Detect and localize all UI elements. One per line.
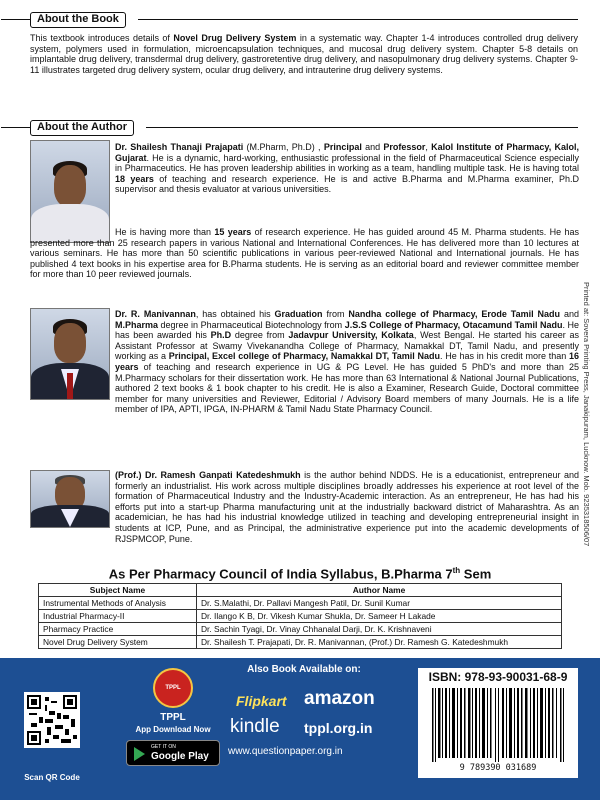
publisher-logo: TPPL: [153, 668, 193, 708]
syllabus-table: [38, 583, 562, 649]
syllabus-title: As Per Pharmacy Council of India Syllabus, B.Pharma 7th Sem: [108, 566, 492, 582]
tie: [67, 373, 73, 399]
barcode-icon: [426, 688, 570, 762]
author-bio-prajapati-c: He is having more than 15 years of research experience. He has guided around 45 M. Pharma students. He has presented more than 25 research papers in various National and International Conferences. He has delivered more than 10 lectures at various seminars. He has more than 50 scientific publications in various peer-reviewed National and International journals. He has published 4 text books in his expertise area for B.Pharma students. He is serving as an editorial board and reviewer committee member for more than 10 peer reviewed journals.: [30, 227, 579, 280]
isbn-block: [418, 668, 578, 778]
table-row: [39, 636, 562, 649]
printer-note: Printed at: Sovera Printing Press, Janakipuram, Lucknow. Mob. 9235318506/07: [582, 282, 591, 547]
tppl-website[interactable]: tppl.org.in: [304, 720, 373, 736]
column-header: Subject Name: [39, 584, 197, 597]
table-row: [39, 597, 562, 610]
isbn-text: ISBN: 978-93-90031-68-9: [428, 670, 568, 684]
app-download-text: App Download Now: [135, 725, 211, 734]
qr-code[interactable]: [24, 692, 80, 748]
flipkart-logo[interactable]: Flipkart: [236, 693, 287, 709]
play-store-icon: [134, 747, 145, 761]
column-header: Author Name: [197, 584, 562, 597]
table-header-row: [39, 584, 562, 597]
google-play-button[interactable]: GET IT ON Google Play: [126, 740, 220, 766]
table-row: [39, 623, 562, 636]
author-bio-prajapati-a: Dr. Shailesh Thanaji Prajapati (M.Pharm, Ph.D) , Principal and Professor, Kalol Institute of Pharmacy, Kalol, Gujarat. He is a dynamic, hard-working, enthusiastic professional in the field of Pharmaceutical Science especially in Pharmaceutics. He has proven leadership abilities in working as a team, handling multiple task. He is having total 18 years of teaching and research experience. He is and active B.Pharma and M.Pharma examiner, Ph.D supervisor and thesis evaluator at various universities.: [115, 142, 579, 195]
amazon-logo[interactable]: amazon: [304, 688, 375, 709]
author-bio-katedeshmukh: (Prof.) Dr. Ramesh Ganpati Katedeshmukh is the author behind NDDS. He is a educationist, entrepreneur and formerly an industrialist. His work across multiple disciplines broadly addresses his experience at root level of the formation of Pharmaceutical Industry and the Industry-Academic interaction. As an entrepreneur, He has had his efforts put into a start-up Pharma manufacturing unit at the industrially backward district of Maharashtra. As an academician, he has had his industrial knowledge utilized in teaching and developing entrepreneurial insight in students at ICP, Pune, and as Principal, the administrative experience put into the academic developments of RJSPMCOP, Pune.: [115, 470, 579, 544]
face: [54, 323, 86, 363]
subject-cell: Instrumental Methods of Analysis: [39, 597, 197, 610]
about-author-heading: About the Author: [30, 120, 134, 136]
author-photo-manivannan: [30, 308, 110, 400]
subject-cell: Industrial Pharmacy-II: [39, 610, 197, 623]
author-cell: Dr. Sachin Tyagi, Dr. Vinay Chhanalal Darji, Dr. K. Krishnaveni: [197, 623, 562, 636]
about-book-heading: About the Book: [30, 12, 126, 28]
table-row: [39, 610, 562, 623]
questionpaper-website[interactable]: www.questionpaper.org.in: [228, 746, 343, 757]
divider: [146, 127, 578, 128]
author-cell: Dr. Ilango K B, Dr. Vikesh Kumar Shukla, Dr. Sameer H Lakade: [197, 610, 562, 623]
subject-cell: Novel Drug Delivery System: [39, 636, 197, 649]
divider: [138, 19, 578, 20]
author-bio-manivannan: Dr. R. Manivannan, has obtained his Graduation from Nandha college of Pharmacy, Erode Tamil Nadu and M.Pharma degree in Pharmaceutical Biotechnology from J.S.S College of Pharmacy, Otacamund Tamil Nadu. He has been awarded his Ph.D degree from Jadavpur University, Kolkata, West Bengal. He started his career as Assistant Professor at Swamy Vivekanandha College of Pharmacy, Namakkal DT, Tamil Nadu, and presently working as a Principal, Excel college of Pharmacy, Namakkal DT, Tamil Nadu. He has in his credit more than 16 years of teaching and research experience in UG & PG Level. He has guided 5 PhD's and more than 25 M.Pharmacy scholars for their dissertation work. He has more than 63 International & National Journal Publications, authored 2 text books & 1 book chapter to his credit. He is also a Examiner, Research Guide, Doctoral committee member for many universities and Reviewer, Editorial / Advisory Board members of many Journals. He is a life member of IPA, APTI, IPGA, IN-PHARM & Tamil Nadu State Pharmacy Council.: [115, 309, 580, 415]
author-cell: Dr. Shailesh T. Prajapati, Dr. R. Manivannan, (Prof.) Dr. Ramesh G. Katedeshmukh: [197, 636, 562, 649]
qr-label: Scan QR Code: [24, 773, 80, 782]
author-cell: Dr. S.Malathi, Dr. Pallavi Mangesh Patil, Dr. Sunil Kumar: [197, 597, 562, 610]
subject-cell: Pharmacy Practice: [39, 623, 197, 636]
about-book-text: This textbook introduces details of Novel Drug Delivery System in a systematic way. Chapter 1-4 introduces controlled drug delivery system, polymers used in formulation, microencapsulation techniques, and mucosal drug delivery system. Chapter 5-8 details on implantable drug delivery, transdermal drug delivery, gastroretentive drug delivery, and nasopulmonary drug delivery systems. Chapter 9-11 illustrates targeted drug delivery system, ocular drug delivery, and intrauterine drug delivery systems.: [30, 33, 578, 75]
qr-code-icon: [27, 695, 77, 745]
publisher-name: TPPL: [160, 712, 186, 723]
face: [54, 165, 86, 207]
author-photo-katedeshmukh: [30, 470, 110, 528]
isbn-digits: 9 789390 031689: [459, 763, 537, 773]
availability-heading: Also Book Available on:: [247, 664, 361, 675]
kindle-logo[interactable]: kindle: [230, 716, 280, 737]
